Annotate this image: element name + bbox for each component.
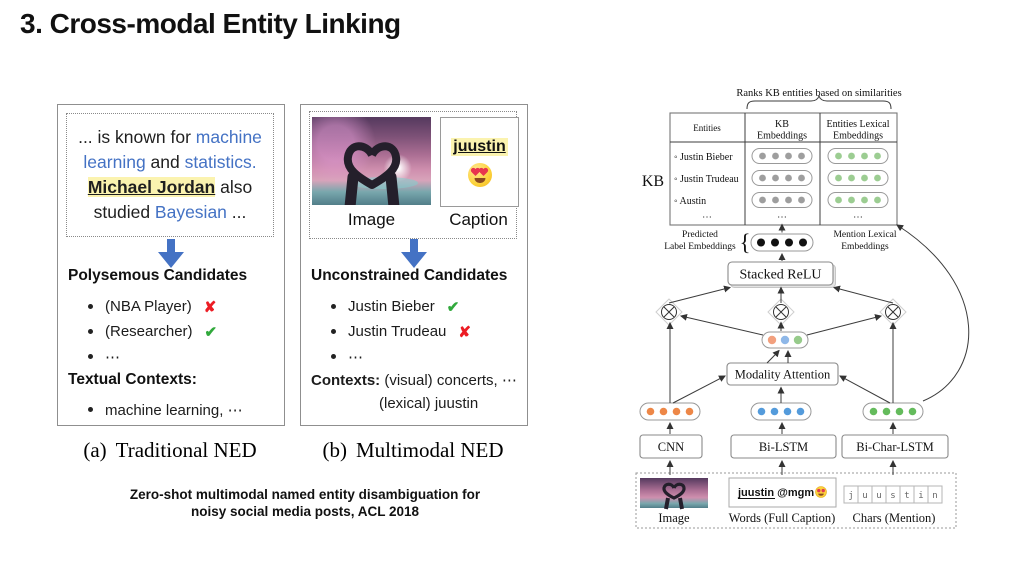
credit-line: Zero-shot multimodal named entity disambiguation for <box>129 487 481 502</box>
mention-lexical-label: Mention Lexical <box>833 230 897 240</box>
entity-context-word: machine <box>195 127 262 148</box>
words-mention: juustin <box>738 487 775 499</box>
char-cell: t <box>904 491 910 501</box>
encoder-boxes <box>640 435 948 458</box>
caption-label: Caption <box>449 210 508 229</box>
heart-hands-silhouette <box>312 117 431 205</box>
post-media-box <box>309 111 517 239</box>
bullet-icon <box>88 354 93 359</box>
modality-attention-box <box>727 363 838 385</box>
contexts-heading: Textual Contexts: <box>68 371 197 388</box>
caption-prefix: (a) <box>83 438 107 462</box>
contexts-line: (lexical) juustin <box>379 395 479 412</box>
candidates-heading: Polysemous Candidates <box>68 267 248 284</box>
list-item <box>88 294 217 319</box>
cross-icon: ✘ <box>458 323 471 341</box>
bullet-icon <box>88 407 93 412</box>
bullet-icon <box>88 304 93 309</box>
candidate-label: Justin Trudeau <box>348 323 447 340</box>
bullet-icon <box>88 329 93 334</box>
column-header: Embeddings <box>757 130 807 142</box>
ranks-label: Ranks KB entities based on similarities <box>736 88 902 99</box>
table-row: ◦ Justin Trudeau <box>674 174 739 185</box>
ellipsis: ⋯ <box>853 212 863 223</box>
candidates-list <box>88 294 217 369</box>
image-label: Image <box>658 511 690 525</box>
char-cell: n <box>932 491 938 501</box>
sentence-line <box>67 125 273 150</box>
highlighted-mention: juustin <box>453 137 506 155</box>
candidate-label: (NBA Player) <box>105 298 192 315</box>
char-cell: i <box>918 491 924 501</box>
encoder-label: CNN <box>657 440 685 454</box>
candidates-heading: Unconstrained Candidates <box>311 267 508 284</box>
svg-text:juustin @mgm <box>737 487 814 499</box>
ellipsis: ⋯ <box>702 212 712 223</box>
table-row: ◦ Justin Bieber <box>674 152 733 163</box>
char-cell: u <box>876 491 882 501</box>
table-row: ◦ Austin <box>674 196 707 207</box>
weight-dot-blue <box>781 336 789 344</box>
kb-label: KB <box>641 173 665 190</box>
emoji-mouth <box>474 178 485 184</box>
text-segment: and <box>145 152 185 173</box>
modality-attention-label: Modality Attention <box>734 367 831 382</box>
contexts-heading: Contexts: <box>311 372 381 389</box>
panel-multimodal-ned <box>300 104 528 426</box>
heart-eyes-emoji <box>468 163 492 187</box>
architecture-diagram <box>635 85 1024 550</box>
text-segment: also <box>215 177 253 197</box>
caption-prefix: (b) <box>322 438 347 462</box>
check-icon: ✔ <box>446 298 460 316</box>
contexts-list <box>88 397 243 422</box>
stacked-relu-label: Stacked ReLU <box>739 267 822 283</box>
heart-eye-icon <box>817 489 820 492</box>
down-arrow-icon <box>158 239 184 269</box>
sentence-line <box>67 150 273 175</box>
heart-eye-icon <box>479 168 486 175</box>
highlighted-mention: Michael Jordan <box>87 177 216 197</box>
list-item <box>88 319 217 344</box>
down-arrow-icon <box>401 239 427 269</box>
candidate-label: (Researcher) <box>105 323 193 340</box>
predicted-embedding-pill <box>751 234 813 251</box>
sentence-box <box>66 113 274 237</box>
input-words-box <box>729 478 836 507</box>
page-title: 3. Cross-modal Entity Linking <box>20 8 401 39</box>
candidates-list <box>331 294 471 369</box>
list-item <box>88 344 217 369</box>
list-item <box>331 344 471 369</box>
context-label: machine learning, ⋯ <box>105 401 243 419</box>
text-segment: studied <box>93 201 155 222</box>
encoder-label: Bi-Char-LSTM <box>856 440 934 454</box>
column-header: Entities <box>693 123 721 133</box>
column-header: Embeddings <box>833 130 883 142</box>
sentence-line <box>67 200 273 225</box>
kb-embedding-pills <box>752 149 812 208</box>
figure-caption-b <box>300 438 526 463</box>
weight-dot-orange <box>768 336 776 344</box>
encoder-label: Bi-LSTM <box>758 440 809 454</box>
list-item <box>331 294 471 319</box>
heart-eye-icon <box>822 489 825 492</box>
kb-table <box>670 113 897 225</box>
heart-eyes-emoji <box>816 487 827 498</box>
entity-context-word: learning <box>83 152 146 173</box>
caption-text: Multimodal NED <box>355 438 504 462</box>
bullet-icon <box>331 354 336 359</box>
panel-traditional-ned <box>57 104 285 426</box>
sentence-line <box>67 175 273 200</box>
caption-text: Traditional NED <box>115 438 257 462</box>
mention-lexical-label: Embeddings <box>841 242 889 252</box>
credit-line: noisy social media posts, ACL 2018 <box>190 503 420 519</box>
column-header: Entities Lexical <box>826 119 890 130</box>
char-cell: s <box>890 491 896 501</box>
input-chars-cells <box>844 486 942 503</box>
modality-feature-pills <box>640 403 923 420</box>
candidate-label: ⋯ <box>348 348 363 366</box>
entity-context-word: Bayesian <box>154 201 227 222</box>
lexical-embedding-pills <box>828 149 888 208</box>
cross-icon: ✘ <box>203 298 217 316</box>
bullet-icon <box>331 304 336 309</box>
char-cell: u <box>862 491 868 501</box>
contexts-line <box>311 371 517 389</box>
figure-caption-a <box>57 438 283 463</box>
concert-photo <box>312 117 431 205</box>
words-rest: @mgm <box>774 487 815 499</box>
brace-icon: { <box>739 230 751 255</box>
entity-context-word: statistics. <box>184 152 257 173</box>
candidate-label: ⋯ <box>105 348 120 366</box>
chars-label: Chars (Mention) <box>852 511 936 525</box>
char-cell: j <box>848 491 854 501</box>
check-icon: ✔ <box>204 323 218 341</box>
predicted-label: Label Embeddings <box>664 242 736 252</box>
context-label: (visual) concerts, ⋯ <box>380 372 517 389</box>
bullet-icon <box>331 329 336 334</box>
candidate-label: Justin Bieber <box>348 298 435 315</box>
input-image-thumb <box>640 478 708 509</box>
ellipsis: ⋯ <box>777 212 787 223</box>
attention-weights-pill <box>762 332 808 348</box>
words-label: Words (Full Caption) <box>728 511 836 525</box>
predicted-label: Predicted <box>682 230 718 240</box>
caption-card <box>440 117 519 207</box>
list-item <box>331 319 471 344</box>
weight-dot-green <box>794 336 802 344</box>
paper-credit <box>40 487 570 521</box>
text-segment: ... is known for <box>78 127 196 148</box>
column-header: KB <box>775 119 789 130</box>
text-segment: ... <box>226 201 247 222</box>
stacked-relu-box <box>728 262 836 288</box>
inputs-box <box>636 473 956 528</box>
image-label: Image <box>347 210 396 229</box>
list-item <box>88 397 243 422</box>
